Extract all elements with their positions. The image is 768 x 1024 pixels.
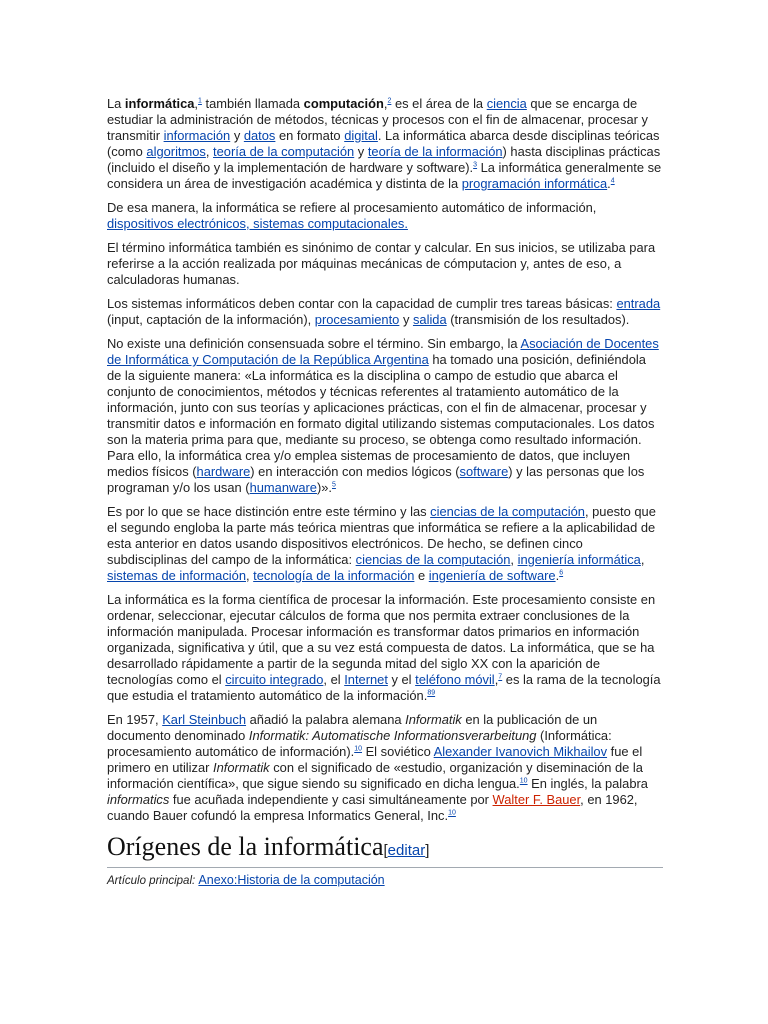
paragraph-synonym: El término informática también es sinónimo de contar y calcular. En sus inicios, se utilizaba para referirse a la acción realizada por máquinas mecánicas de cómputacion y, antes de eso, a calculadoras humanas. xyxy=(107,240,656,287)
link-procesamiento[interactable]: procesamiento xyxy=(314,312,400,327)
paragraph-intro: La informática,$^1$ también llamada computación,$^2$ es el área de la ciencia que se encarga de estudiar la administración de métodos, técnicas y procesos con el fin de almacenar, procesar y transmitir información y datos en formato digital. La informática abarca desde disciplinas teóricas (como algoritmos, teoría de la computación y teoría de la información) hasta disciplinas prácticas (incluido el diseño y la implementación de hardware y software).$^3$ La informática generalmente se considera un área de investigación académica y distinta de la programación informática.$^4$ xyxy=(107,96,662,191)
link-mikhailov[interactable]: Alexander Ivanovich Mikhailov xyxy=(433,744,608,759)
ref-8-9[interactable]: 89 xyxy=(427,689,436,697)
edit-section-link[interactable]: editar xyxy=(387,842,426,859)
link-teoria-informacion[interactable]: teoría de la información xyxy=(367,144,503,159)
ref-10b[interactable]: 10 xyxy=(519,777,528,785)
term-computacion: computación xyxy=(303,96,384,111)
link-informacion[interactable]: información xyxy=(163,128,231,143)
paragraph-scientific: La informática es la forma científica de procesar la información. Este procesamiento consiste en ordenar, seleccionar, ejecutar cálculos de forma que nos permita extraer conclusiones de la información manipulada. Procesar información es transformar datos primarios en información organizada, significativa y útil, que a su vez está compuesta de datos. La informática, que se ha desarrollado rápidamente a partir de la segunda mitad del siglo XX con la aparición de tecnologías como el circuito integrado, el Internet y el teléfono móvil,$^7$ es la rama de la tecnología que estudia el tratamiento automático de la información.$^{89}$ xyxy=(107,592,661,703)
paragraph-tasks: Los sistemas informáticos deben contar con la capacidad de cumplir tres tareas básicas: entrada (input, captación de la información), procesamiento y salida (transmisión de los resultados). xyxy=(107,296,661,327)
ref-4[interactable]: 4 xyxy=(610,177,615,185)
link-salida[interactable]: salida xyxy=(412,312,447,327)
link-karl-steinbuch[interactable]: Karl Steinbuch xyxy=(162,712,247,727)
link-datos[interactable]: datos xyxy=(243,128,276,143)
link-ingenieria-informatica[interactable]: ingeniería informática xyxy=(517,552,641,567)
link-dispositivos[interactable]: dispositivos electrónicos, sistemas computacionales. xyxy=(107,216,408,231)
ref-10a[interactable]: 10 xyxy=(354,745,362,753)
main-article-hatnote: Artículo principal: Anexo:Historia de la computación xyxy=(107,873,385,887)
ref-6[interactable]: 6 xyxy=(559,569,564,577)
ref-3[interactable]: 3 xyxy=(473,161,478,169)
link-software[interactable]: software xyxy=(459,464,509,479)
link-ciencias-computacion-2[interactable]: ciencias de la computación xyxy=(355,552,511,567)
ref-1[interactable]: 1 xyxy=(198,97,202,105)
term-informatica: informática xyxy=(124,96,195,111)
edit-section-control: [editar] xyxy=(383,842,430,859)
link-teoria-computacion[interactable]: teoría de la computación xyxy=(213,144,355,159)
link-sistemas-informacion[interactable]: sistemas de información xyxy=(107,568,246,583)
link-entrada[interactable]: entrada xyxy=(616,296,661,311)
ref-5[interactable]: 5 xyxy=(332,481,336,489)
link-hardware[interactable]: hardware xyxy=(196,464,251,479)
paragraph-definition: De esa manera, la informática se refiere al procesamiento automático de información, dispositivos electrónicos, sistemas computacionales. xyxy=(107,200,597,231)
link-algoritmos[interactable]: algoritmos xyxy=(146,144,206,159)
ref-2[interactable]: 2 xyxy=(387,97,392,105)
link-walter-bauer[interactable]: Walter F. Bauer xyxy=(492,792,581,807)
paragraph-subdisciplines: Es por lo que se hace distinción entre este término y las ciencias de la computación, puesto que el segundo engloba la parte más teórica mientras que informática se refiere a la aplicabilidad de esta anterior en datos usando dispositivos electrónicos. De hecho, se definen cinco subdisciplinas del campo de la informática: ciencias de la computación, ingeniería informática, sistemas de información, tecnología de la información e ingeniería de software.$^6$ xyxy=(107,504,656,583)
section-heading-origenes: Orígenes de la informática[editar] xyxy=(107,832,663,868)
link-ciencias-computacion[interactable]: ciencias de la computación xyxy=(430,504,585,519)
link-circuito-integrado[interactable]: circuito integrado xyxy=(225,672,324,687)
link-tecnologia-informacion[interactable]: tecnología de la información xyxy=(253,568,415,583)
link-ingenieria-software[interactable]: ingeniería de software xyxy=(428,568,556,583)
link-programacion-informatica[interactable]: programación informática xyxy=(461,176,608,191)
ref-7[interactable]: 7 xyxy=(498,673,503,681)
link-historia-computacion[interactable]: Anexo:Historia de la computación xyxy=(198,873,385,887)
link-digital[interactable]: digital xyxy=(344,128,378,143)
link-asociacion-docentes[interactable]: Asociación de Docentes de Informática y Computación de la República Argentina xyxy=(107,336,659,367)
link-telefono-movil[interactable]: teléfono móvil xyxy=(415,672,495,687)
article-body xyxy=(107,96,663,889)
paragraph-consensus: No existe una definición consensuada sobre el término. Sin embargo, la Asociación de Docentes de Informática y Computación de la República Argentina ha tomado una posición, definiéndola de la siguiente manera: «La informática es la disciplina o campo de estudio que abarca el conjunto de conocimientos, métodos y técnicas referentes al tratamiento automático de la información, junto con sus teorías y aplicaciones prácticas, con el fin de almacenar, procesar y transmitir datos e información en formato digital utilizando sistemas computacionales. Los datos son la materia prima para que, mediante su proceso, se obtenga como resultado información. Para ello, la informática crea y/o emplea sistemas de procesamiento de datos, que incluyen medios físicos (hardware) en interacción con medios lógicos (software) y las personas que los programan y/o los usan (humanware)».$^5$ xyxy=(107,336,659,495)
link-ciencia[interactable]: ciencia xyxy=(486,96,527,111)
link-internet[interactable]: Internet xyxy=(344,672,388,687)
link-humanware[interactable]: humanware xyxy=(249,480,317,495)
ref-10c[interactable]: 10 xyxy=(448,809,456,817)
paragraph-history-term: En 1957, Karl Steinbuch añadió la palabra alemana Informatik en la publicación de un documento denominado Informatik: Automatische Informationsverarbeitung (Informática: procesamiento automático de información).$^{10}$ El soviético Alexander Ivanovich Mikhailov fue el primero en utilizar Informatik con el significado de «estudio, organización y diseminación de la información científica», que sigue siendo su significado en dicha lengua.$^{10}$ En inglés, la palabra informatics fue acuñada independiente y casi simultáneamente por Walter F. Bauer, en 1962, cuando Bauer cofundó la empresa Informatics General, Inc.$^{10}$ xyxy=(107,712,648,823)
